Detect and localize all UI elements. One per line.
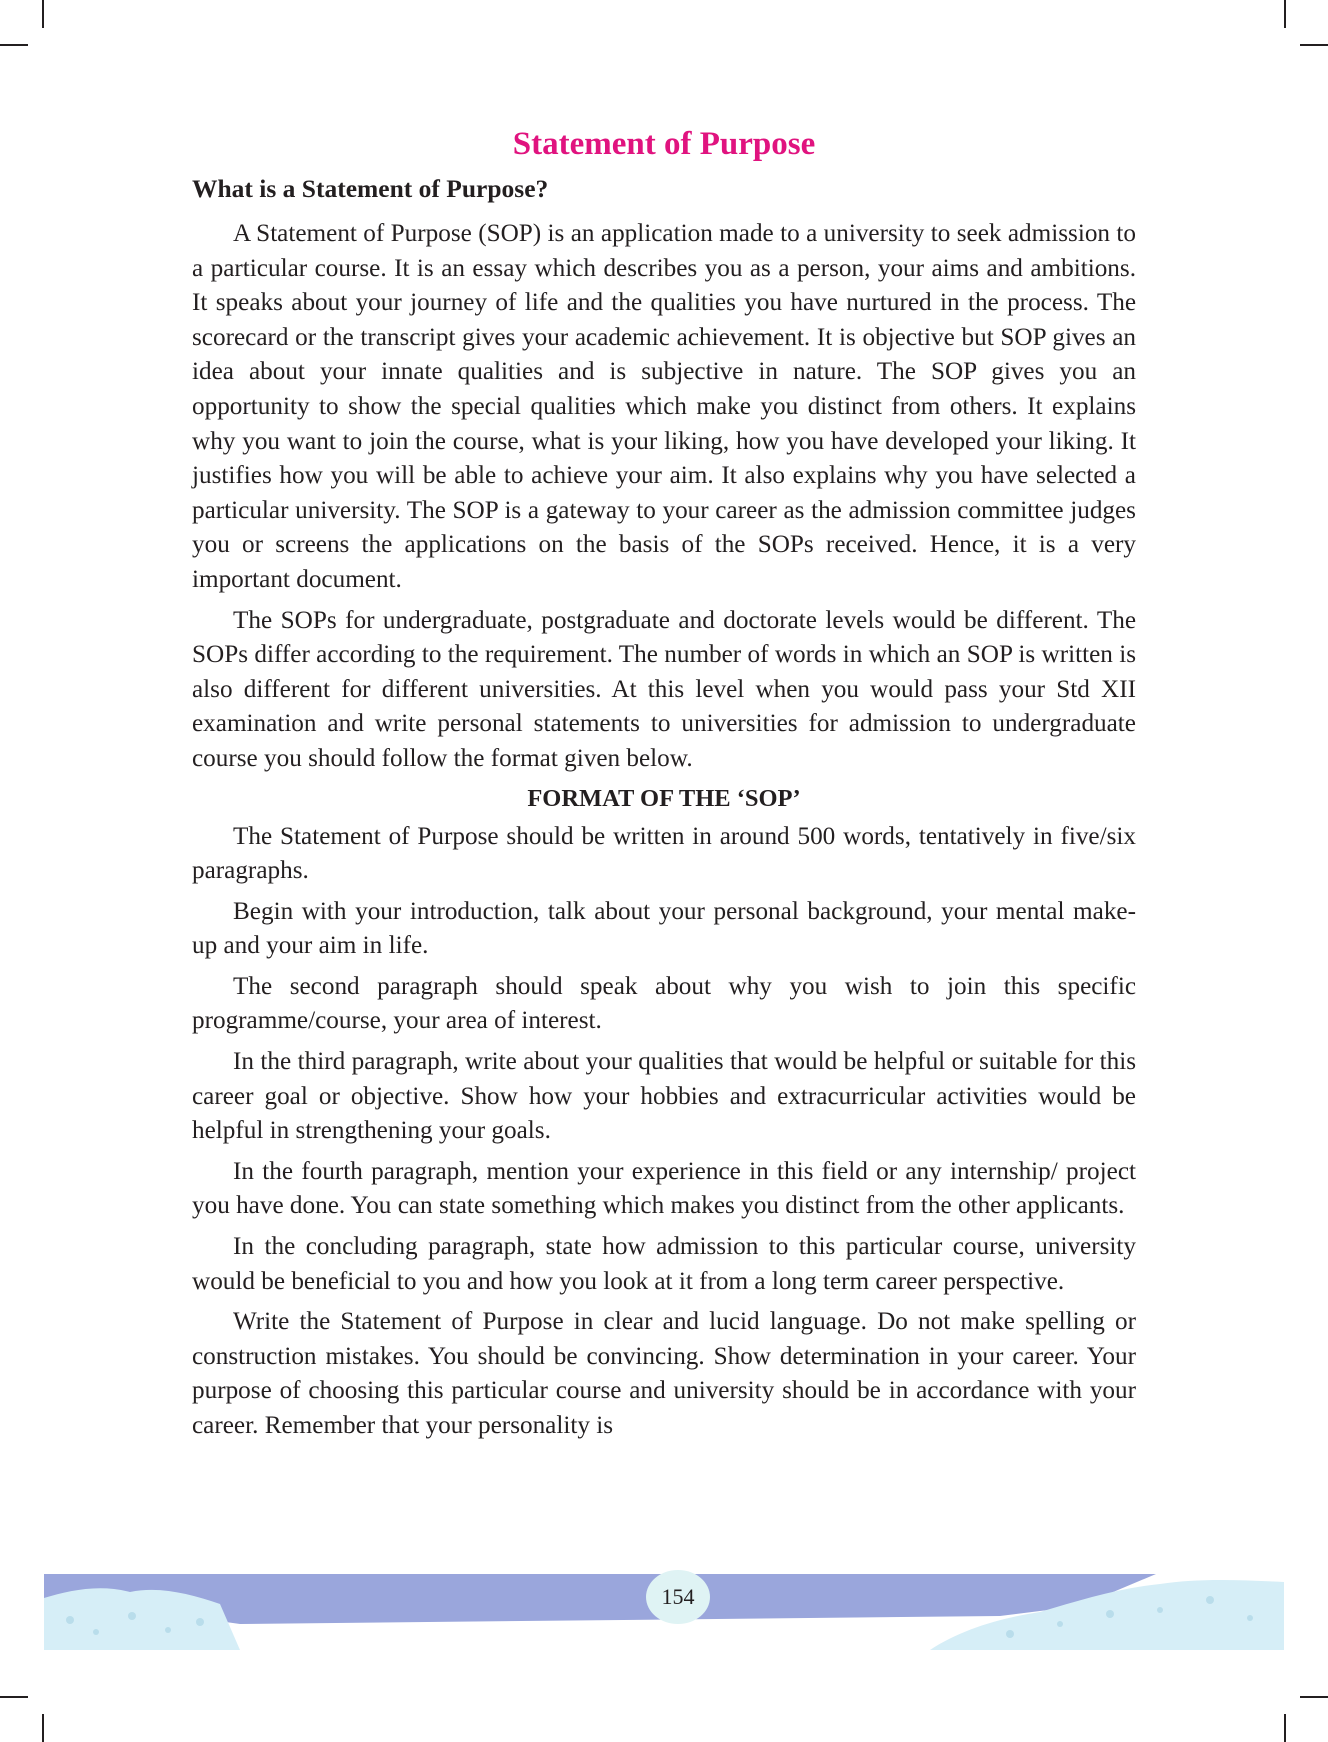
crop-mark-bottom-left-horizontal (0, 1696, 28, 1698)
crop-mark-top-left-vertical (42, 0, 44, 28)
crop-mark-bottom-left-vertical (42, 1714, 44, 1742)
crop-mark-top-right-horizontal (1300, 44, 1328, 46)
format-paragraph: Begin with your introduction, talk about your personal background, your mental make-up and your aim in life. (192, 897, 1136, 960)
format-paragraph: The second paragraph should speak about why you wish to join this specific programme/course, your area of interest. (192, 972, 1136, 1035)
format-paragraph: Write the Statement of Purpose in clear and lucid language. Do not make spelling or construction mistakes. You should be convincing. Show determination in your career. Your purpose of choosing this particular course and university should be in accordance with your career. Remember that your personality is (192, 1308, 1136, 1439)
crop-mark-bottom-right-horizontal (1300, 1696, 1328, 1698)
format-paragraph: In the concluding paragraph, state how admission to this particular course, university would be beneficial to you and how you look at it from a long term career perspective. (192, 1233, 1136, 1295)
main-content (192, 170, 1136, 1450)
format-paragraph: In the third paragraph, write about your qualities that would be helpful or suitable for this career goal or objective. Show how your hobbies and extracurricular activities would be helpful in strengthening your goals. (192, 1048, 1136, 1145)
crop-mark-top-left-horizontal (0, 44, 28, 46)
crop-mark-top-right-vertical (1284, 0, 1286, 28)
format-paragraph: The Statement of Purpose should be written in around 500 words, tentatively in five/six paragraphs. (192, 822, 1136, 885)
format-paragraph: In the fourth paragraph, mention your experience in this field or any internship/ project you have done. You can state something which makes you distinct from the other applicants. (192, 1157, 1136, 1220)
body-paragraph: A Statement of Purpose (SOP) is an application made to a university to seek admission to a particular course. It is an essay which describes you as a person, your aims and ambitions. It speaks about your journey of life and the qualities you have nurtured in the process. The scorecard or the transcript gives your academic achievement. It is objective but SOP gives an idea about your innate qualities and is subjective in nature. The SOP gives you an opportunity to show the special qualities which make you distinct from others. It explains why you want to join the course, what is your liking, how you have developed your liking. It justifies how you will be able to achieve your aim. It also explains why you have selected a particular university. The SOP is a gateway to your career as the admission committee judges you or screens the applications on the basis of the SOPs received. Hence, it is a very important document. (192, 220, 1136, 593)
body-paragraph: The SOPs for undergraduate, postgraduate and doctorate levels would be different. The SOPs differ according to the requirement. The number of words in which an SOP is written is also different for different universities. At this level when you would pass your Std XII examination and write personal statements to universities for admission to undergraduate course you should follow the format given below. (192, 606, 1136, 772)
section-heading-what-is-sop: What is a Statement of Purpose? (192, 174, 549, 203)
page-number: 154 (646, 1570, 710, 1624)
page-title: Statement of Purpose (512, 126, 816, 162)
crop-mark-bottom-right-vertical (1284, 1714, 1286, 1742)
format-heading: FORMAT OF THE ‘SOP’ (527, 784, 801, 812)
